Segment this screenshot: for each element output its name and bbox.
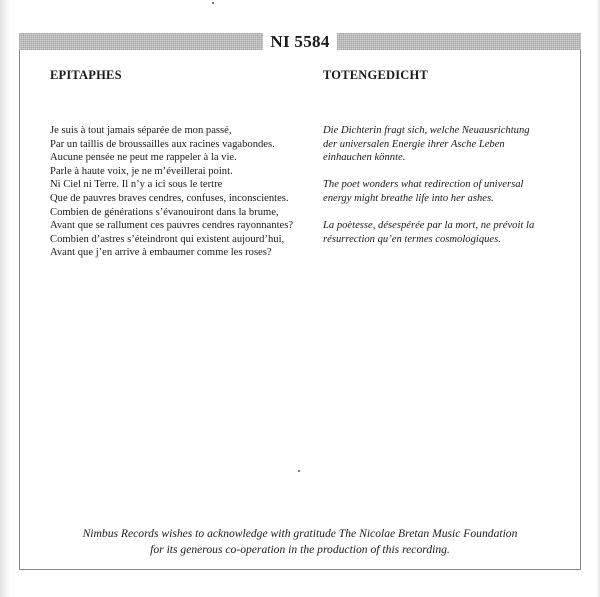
english-paragraph — [323, 178, 563, 205]
commentary-line: The poet wonders what redirection of universal — [323, 179, 524, 191]
commentary-line: La poètesse, désespérée par la mort, ne prévoit la — [323, 220, 535, 232]
poem-line: Aucune pensée ne peut me rappeler à la vie. — [50, 152, 237, 164]
frame-right-rule — [580, 50, 581, 570]
poem-line: Avant que j’en arrive à embaumer comme les roses? — [50, 247, 272, 259]
commentary-line: Die Dichterin fragt sich, welche Neuausrichtung — [323, 125, 530, 136]
commentary-line: energy might breathe life into her ashes. — [323, 192, 494, 204]
german-paragraph — [323, 124, 563, 165]
scan-speck — [212, 2, 214, 4]
scan-speck — [298, 470, 300, 472]
commentary-line: résurrection qu’en termes cosmologiques. — [323, 233, 501, 245]
poem-line: Parle à haute voix, je ne m’éveillerai point. — [50, 165, 233, 177]
commentary-line: der universalen Energie ihrer Asche Leben — [323, 138, 505, 150]
acknowledgement-line: for its generous co-operation in the production of this recording. — [150, 543, 450, 556]
poem-line: Combien de générations s’évanouiront dans la brume, — [50, 206, 279, 218]
acknowledgement — [40, 526, 560, 558]
catalog-number: NI 5584 — [263, 31, 337, 52]
scan-edge-right — [596, 0, 600, 597]
french-paragraph — [323, 219, 563, 246]
poem-line: Avant que se rallument ces pauvres cendres rayonnantes? — [50, 220, 294, 232]
frame-left-rule — [19, 50, 20, 570]
scan-edge-left — [0, 0, 10, 597]
acknowledgement-line: Nimbus Records wishes to acknowledge with gratitude The Nicolae Bretan Music Foundation — [82, 527, 518, 540]
commentary-line: einhauchen könnte. — [323, 152, 406, 164]
poem-line: Ni Ciel ni Terre. Il n’y a ici sous le tertre — [50, 179, 223, 191]
poem-line: Combien d’astres s’éteindront qui existent aujourd’hui, — [50, 233, 285, 245]
frame-bottom-rule — [19, 569, 581, 570]
totengedicht-heading: TOTENGEDICHT — [323, 68, 428, 82]
poem-text — [50, 124, 312, 260]
epitaphes-heading: EPITAPHES — [50, 68, 122, 82]
poem-line: Je suis à tout jamais séparée de mon passé, — [50, 125, 232, 136]
commentary-text — [323, 124, 563, 260]
poem-line: Par un taillis de broussailles aux racines vagabondes. — [50, 138, 275, 150]
poem-line: Que de pauvres braves cendres, confuses, inconscientes. — [50, 192, 289, 204]
